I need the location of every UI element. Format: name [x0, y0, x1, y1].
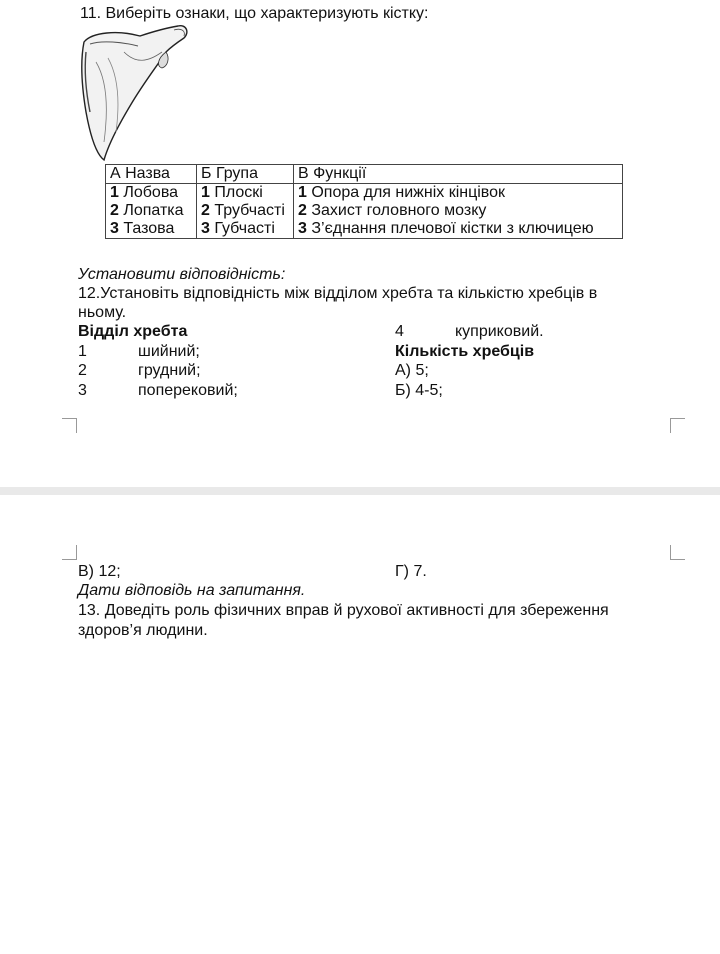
answer-instruction: Дати відповідь на запитання. [78, 582, 306, 599]
page-corner-mark [670, 545, 685, 560]
header-group: Б Група [197, 165, 294, 184]
header-name: А Назва [106, 165, 197, 184]
page-corner-mark [670, 418, 685, 433]
match-instruction: Установити відповідність: [78, 266, 286, 283]
table-row: 1 Лобова 1 Плоскі 1 Опора для нижніх кінцівок [106, 184, 623, 203]
answer-g: Г) 7. [395, 563, 427, 580]
page-corner-mark [62, 545, 77, 560]
item-3-text: поперековий; [138, 382, 238, 399]
question-12-line1: 12.Установіть відповідність між відділом хребта та кількістю хребців в [78, 285, 598, 302]
page-break [0, 487, 720, 495]
table-row: 2 Лопатка 2 Трубчасті 2 Захист головного мозку [106, 202, 623, 220]
table-row: 3 Тазова 3 Губчасті 3 З’єднання плечової кістки з ключицею [106, 220, 623, 239]
page-corner-mark [62, 418, 77, 433]
item-1-number: 1 [78, 343, 87, 360]
answer-a: А) 5; [395, 362, 429, 379]
bone-traits-table [105, 164, 623, 239]
vertebrae-count-header: Кількість хребців [395, 343, 535, 360]
item-2-text: грудний; [138, 362, 201, 379]
item-2-number: 2 [78, 362, 87, 379]
item-1-text: шийний; [138, 343, 200, 360]
question-13-line1: 13. Доведіть роль фізичних вправ й рухової активності для збереження [78, 602, 609, 619]
question-11-title: 11. Виберіть ознаки, що характеризують кістку: [80, 5, 429, 22]
header-functions: В Функції [294, 165, 623, 184]
question-12-line2: ньому. [78, 304, 127, 321]
spine-section-header: Відділ хребта [78, 323, 188, 340]
item-3-number: 3 [78, 382, 87, 399]
answer-v: В) 12; [78, 563, 121, 580]
scapula-bone-image [78, 22, 190, 162]
item-4-number: 4 [395, 323, 404, 340]
item-4-text: куприковий. [455, 323, 544, 340]
question-13-line2: здоров’я людини. [78, 622, 208, 639]
answer-b: Б) 4-5; [395, 382, 443, 399]
